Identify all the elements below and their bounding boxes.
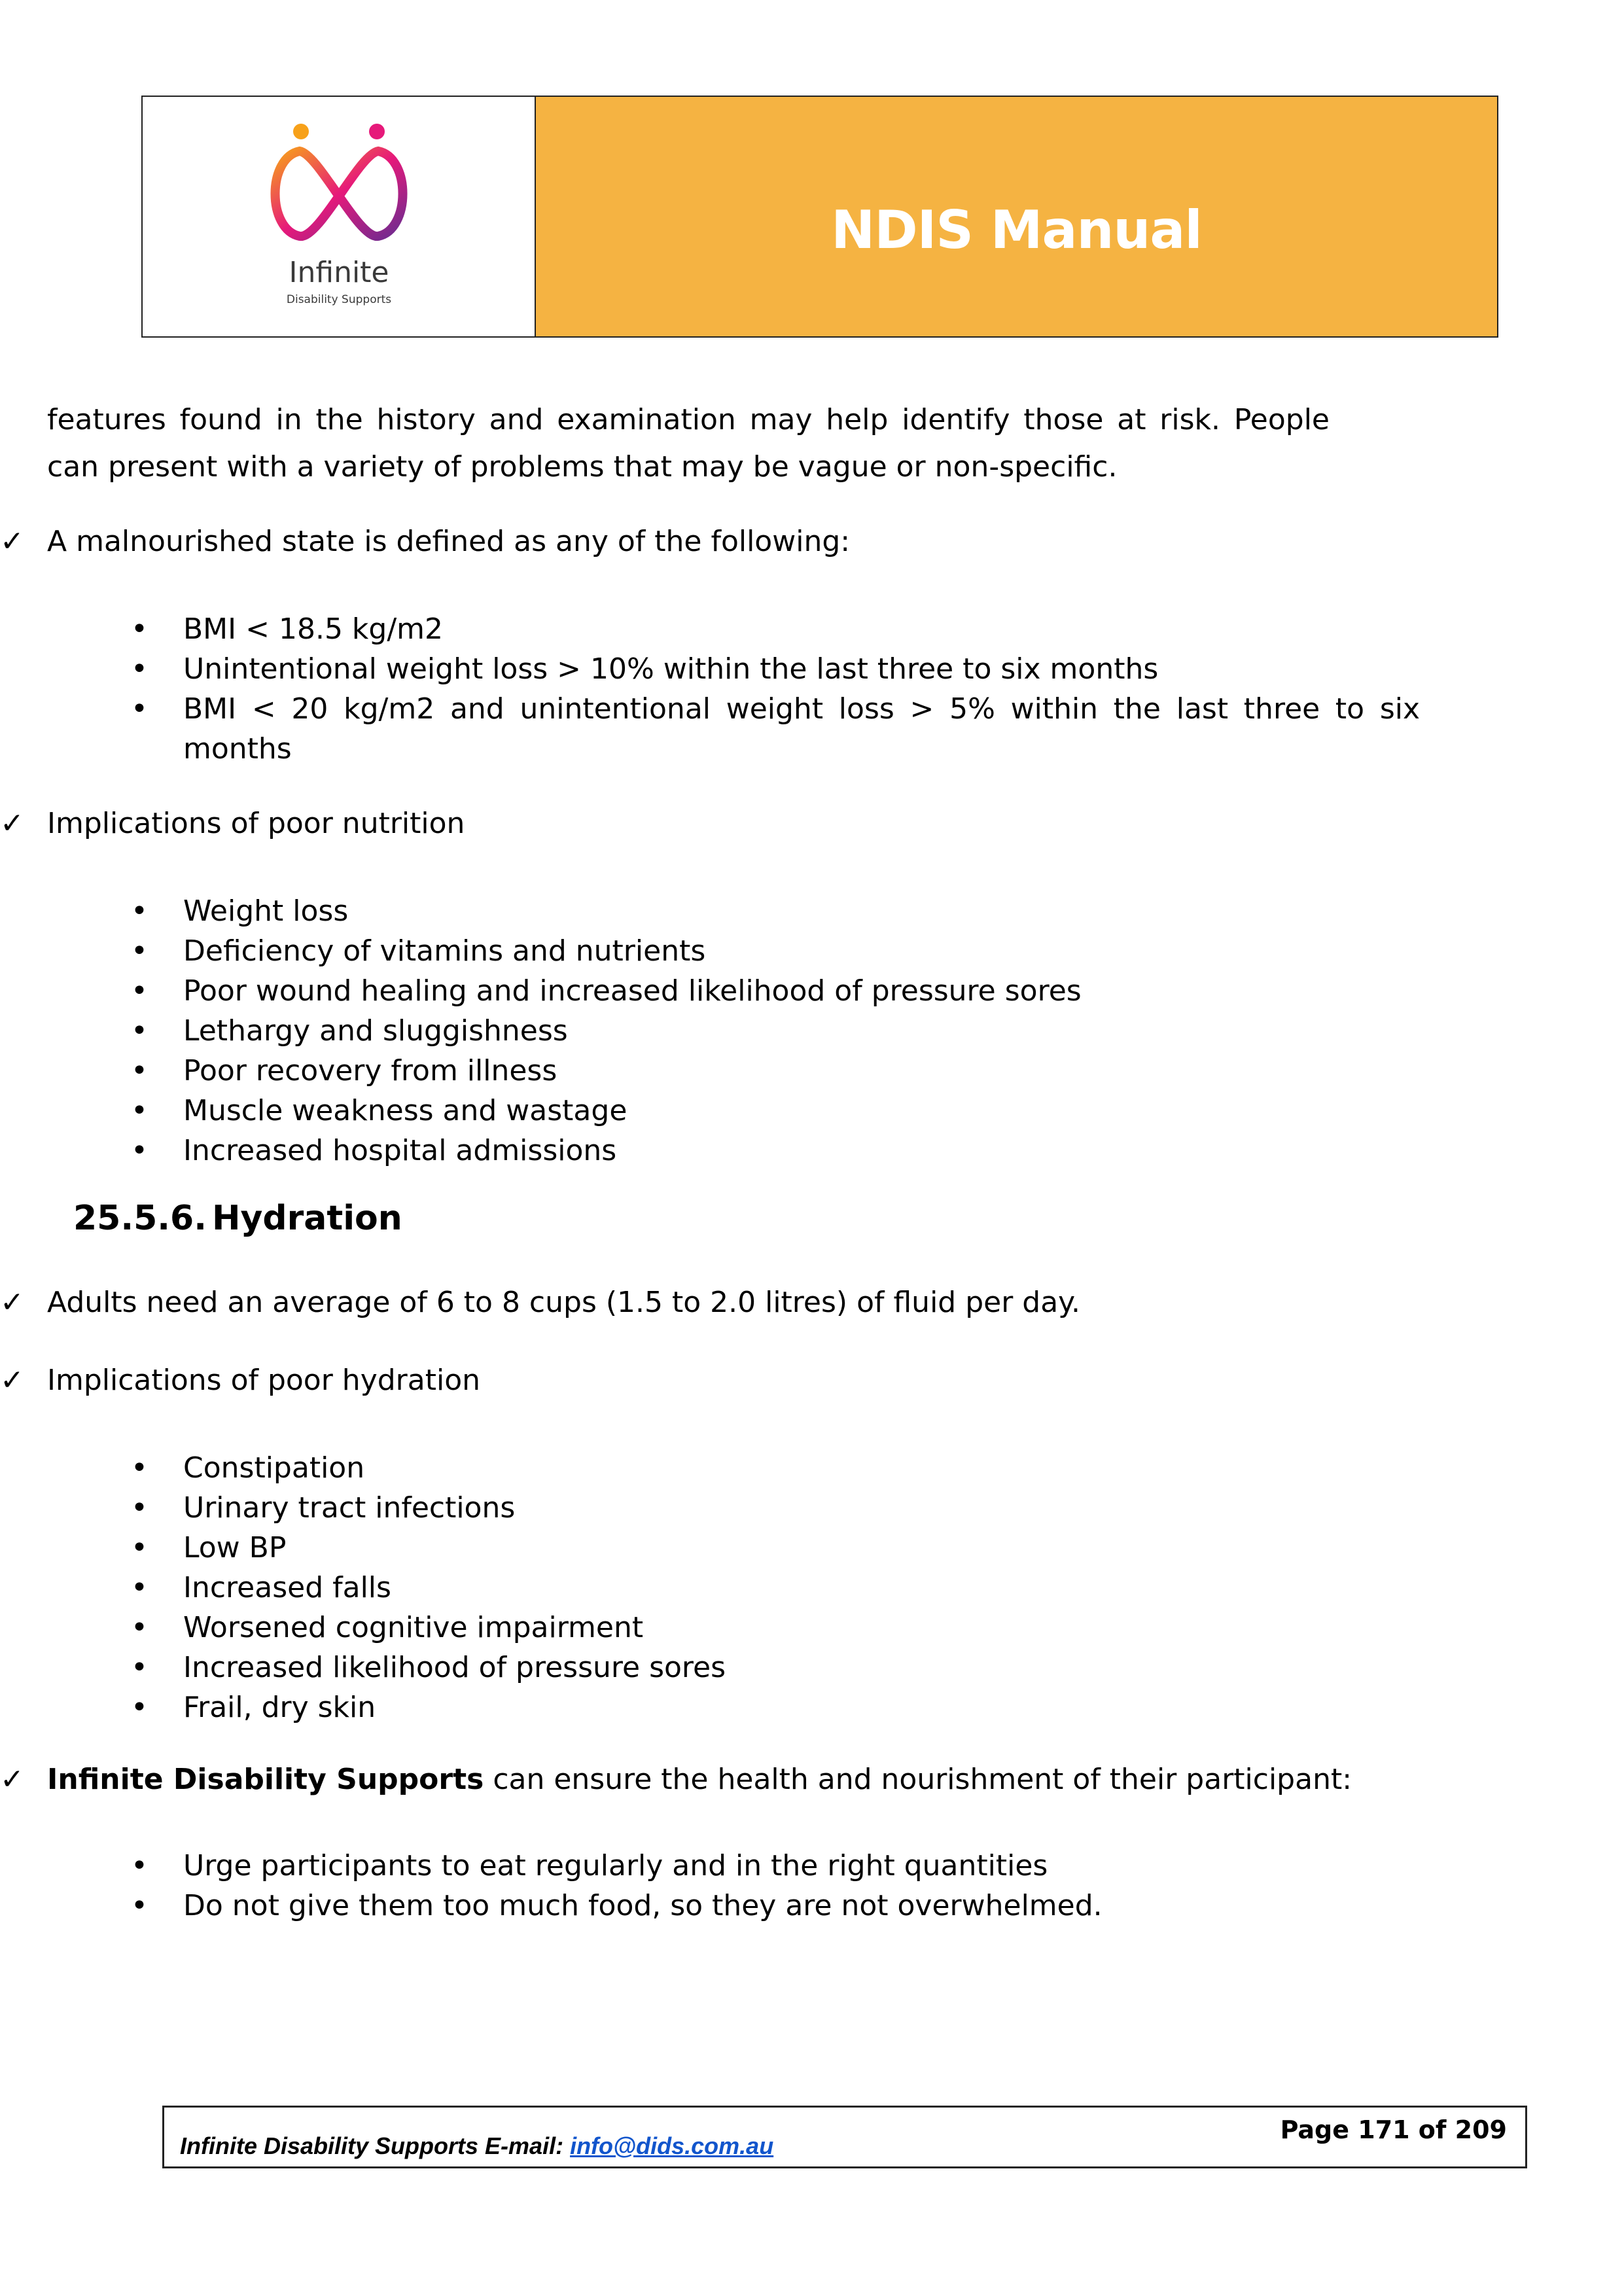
malnourished-check-item xyxy=(0,525,850,558)
malnourished-label: A malnourished state is defined as any of the following: xyxy=(47,525,851,558)
bullet-icon: • xyxy=(131,612,148,646)
list-item: • Constipation xyxy=(131,1448,1420,1488)
hydration-label: Implications of poor hydration xyxy=(47,1364,480,1397)
bullet-icon: • xyxy=(131,1889,148,1922)
list-item: • Increased hospital admissions xyxy=(131,1131,1420,1171)
list-item: • Low BP xyxy=(131,1528,1420,1568)
logo-panel xyxy=(143,97,536,336)
title-panel xyxy=(536,97,1497,336)
hydration-check-item xyxy=(0,1364,480,1397)
list-item: • BMI < 20 kg/m2 and unintentional weight loss > 5% within the last three to six months xyxy=(131,689,1420,769)
nutrition-check-item xyxy=(0,807,465,840)
checkmark-icon: ✓ xyxy=(0,1364,24,1397)
infinite-logo xyxy=(260,118,417,315)
footer-org-label: Infinite Disability Supports E-mail: xyxy=(180,2132,571,2159)
fluid-check-item xyxy=(0,1286,1080,1319)
supports-list xyxy=(131,1846,1420,1926)
logo-name: Infinite xyxy=(288,256,389,289)
bullet-icon: • xyxy=(131,1491,148,1525)
bullet-icon: • xyxy=(131,974,148,1008)
intro-paragraph: features found in the history and examination may help identify those at risk. People can present with a variety of problems that may be vague or non-specific. xyxy=(47,403,1330,484)
email-link[interactable]: info@dids.com.au xyxy=(570,2132,774,2159)
list-item: • Poor recovery from illness xyxy=(131,1051,1420,1091)
bullet-icon: • xyxy=(131,1611,148,1644)
supports-check-item xyxy=(0,1763,1352,1796)
list-item: • Urinary tract infections xyxy=(131,1488,1420,1528)
list-item: • Muscle weakness and wastage xyxy=(131,1091,1420,1131)
checkmark-icon: ✓ xyxy=(0,1286,24,1319)
bullet-icon: • xyxy=(131,1691,148,1724)
supports-text: can ensure the health and nourishment of their participant: xyxy=(484,1763,1352,1796)
list-item: • Increased falls xyxy=(131,1568,1420,1608)
bullet-icon: • xyxy=(131,1134,148,1167)
bullet-icon: • xyxy=(131,1054,148,1087)
fluid-text: Adults need an average of 6 to 8 cups (1.5 to 2.0 litres) of fluid per day. xyxy=(47,1286,1080,1319)
list-item: • Lethargy and sluggishness xyxy=(131,1011,1420,1051)
bullet-icon: • xyxy=(131,1571,148,1604)
page-header xyxy=(141,96,1498,338)
malnourished-list xyxy=(131,609,1420,769)
section-heading xyxy=(73,1199,402,1238)
list-item: • Weight loss xyxy=(131,891,1420,931)
bullet-icon: • xyxy=(131,652,148,686)
nutrition-label: Implications of poor nutrition xyxy=(47,807,465,840)
list-item: • Do not give them too much food, so they are not overwhelmed. xyxy=(131,1886,1420,1926)
bullet-icon: • xyxy=(131,1849,148,1882)
bullet-icon: • xyxy=(131,894,148,928)
list-item: • BMI < 18.5 kg/m2 xyxy=(131,609,1420,649)
list-item: • Poor wound healing and increased likelihood of pressure sores xyxy=(131,971,1420,1011)
page-number: Page 171 of 209 xyxy=(1280,2115,1507,2144)
bullet-icon: • xyxy=(131,1651,148,1684)
list-item: • Increased likelihood of pressure sores xyxy=(131,1648,1420,1687)
page-footer xyxy=(162,2106,1527,2168)
bullet-icon: • xyxy=(131,1014,148,1048)
nutrition-list xyxy=(131,891,1420,1171)
bullet-icon: • xyxy=(131,1531,148,1564)
bullet-icon: • xyxy=(131,934,148,968)
checkmark-icon: ✓ xyxy=(0,807,24,840)
hydration-list xyxy=(131,1448,1420,1727)
bullet-icon: • xyxy=(131,692,148,726)
checkmark-icon: ✓ xyxy=(0,525,24,558)
list-item: • Unintentional weight loss > 10% within the last three to six months xyxy=(131,649,1420,689)
list-item: • Deficiency of vitamins and nutrients xyxy=(131,931,1420,971)
organisation-name: Infinite Disability Supports xyxy=(47,1763,484,1796)
list-item: • Worsened cognitive impairment xyxy=(131,1608,1420,1648)
list-item: • Urge participants to eat regularly and in the right quantities xyxy=(131,1846,1420,1886)
logo-tagline: Disability Supports xyxy=(286,293,391,306)
bullet-icon: • xyxy=(131,1451,148,1485)
checkmark-icon: ✓ xyxy=(0,1763,24,1796)
list-item: • Frail, dry skin xyxy=(131,1687,1420,1727)
bullet-icon: • xyxy=(131,1094,148,1127)
document-title: NDIS Manual xyxy=(831,199,1202,260)
section-number: 25.5.6. xyxy=(73,1199,207,1238)
section-title: Hydration xyxy=(212,1199,402,1238)
